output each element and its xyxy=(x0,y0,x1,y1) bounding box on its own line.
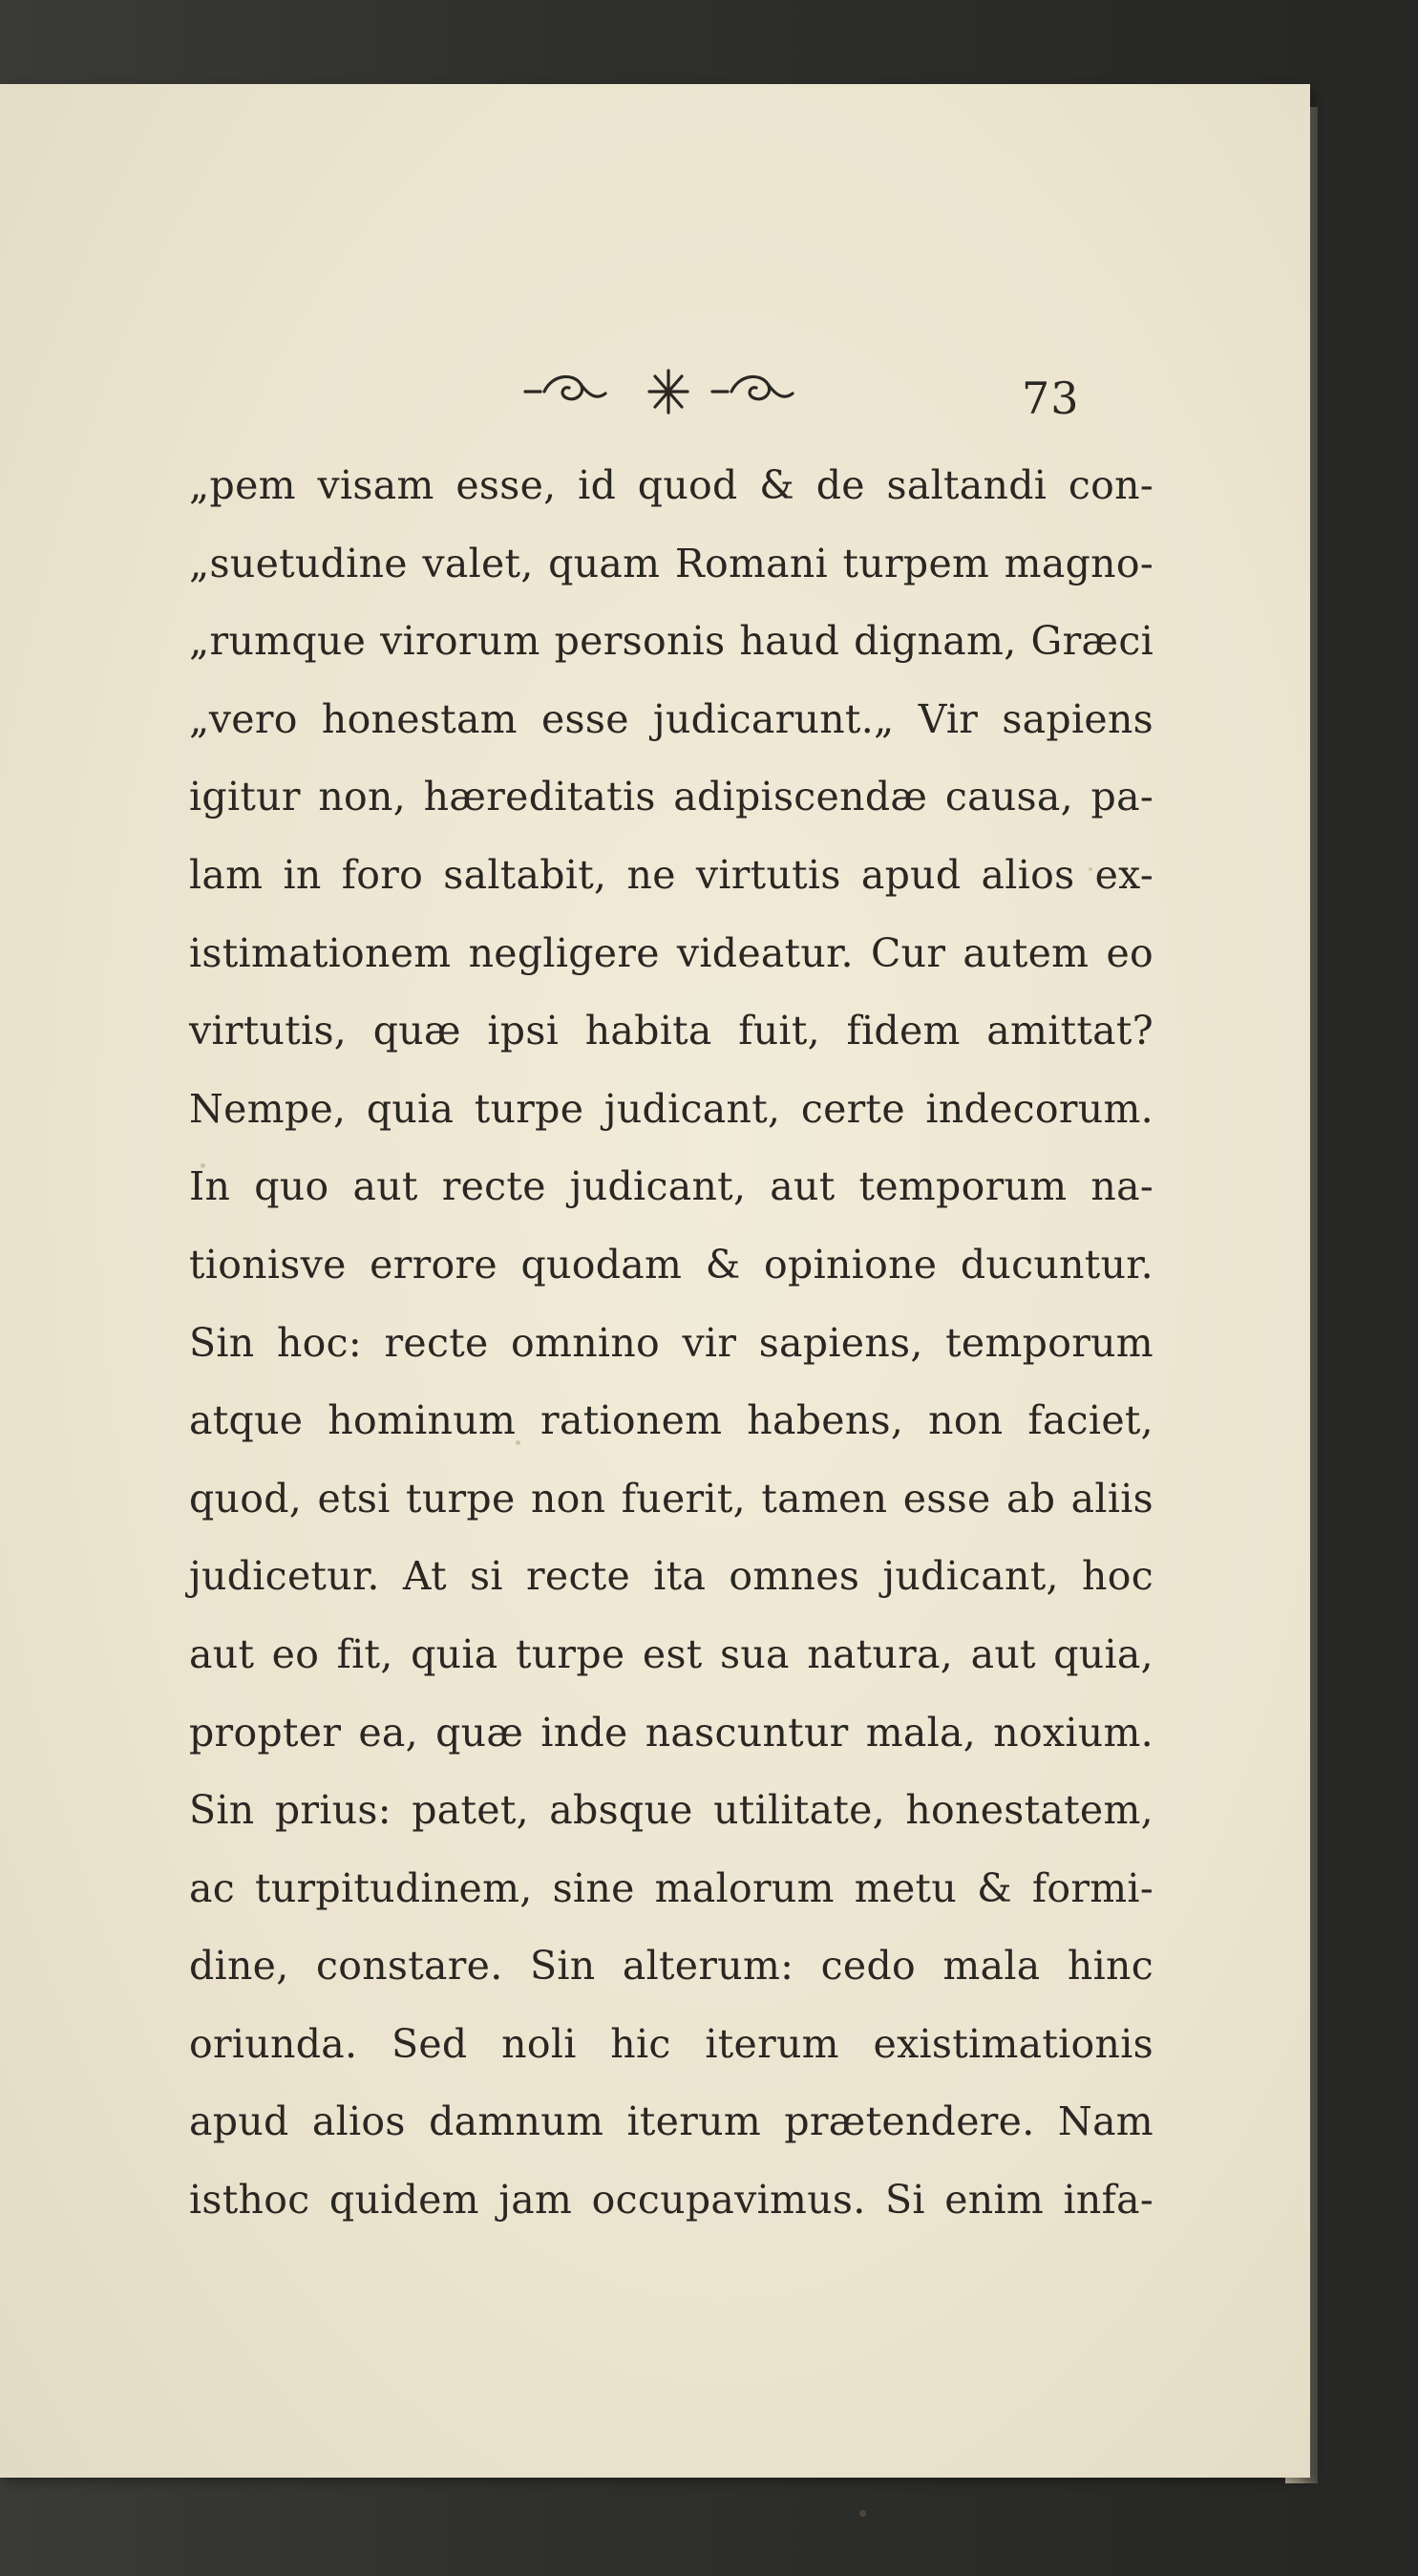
text-line: istimationem negligere videatur. Cur autem eo xyxy=(189,929,1153,976)
text-line: atque hominum rationem habens, non faciet, xyxy=(189,1397,1153,1444)
text-line: propter ea, quæ inde nascuntur mala, noxium. xyxy=(189,1709,1153,1756)
text-line: lam in foro saltabit, ne virtutis apud alios ex- xyxy=(189,851,1153,898)
text-line: igitur non, hæreditatis adipiscendæ causa, pa- xyxy=(189,774,1153,820)
ornament-header xyxy=(506,355,831,422)
text-line: Sin hoc: recte omnino vir sapiens, temporum xyxy=(189,1319,1153,1366)
text-line: „suetudine valet, quam Romani turpem magno- xyxy=(189,540,1153,586)
text-line: ac turpitudinem, sine malorum metu & formi- xyxy=(189,1864,1153,1911)
text-line: aut eo fit, quia turpe est sua natura, aut quia, xyxy=(189,1630,1153,1677)
text-line: Nempe, quia turpe judicant, certe indecorum. xyxy=(189,1085,1153,1132)
text-line: apud alios damnum iterum prætendere. Nam xyxy=(189,2098,1153,2145)
text-line: „rumque virorum personis haud dignam, Græci xyxy=(189,618,1153,665)
text-line: judicetur. At si recte ita omnes judicant, hoc xyxy=(189,1553,1153,1600)
text-line: In quo aut recte judicant, aut temporum na- xyxy=(189,1163,1153,1210)
text-line: tionisve errore quodam & opinione ducuntur. xyxy=(189,1241,1153,1288)
text-line: oriunda. Sed noli hic iterum existimationis xyxy=(189,2020,1153,2067)
page-header xyxy=(477,355,1184,422)
paper-speck xyxy=(859,2510,866,2517)
text-line: Sin prius: patet, absque utilitate, honestatem, xyxy=(189,1787,1153,1834)
text-line: quod, etsi turpe non fuerit, tamen esse ab aliis xyxy=(189,1475,1153,1522)
text-line: dine, constare. Sin alterum: cedo mala hinc xyxy=(189,1943,1153,1990)
text-line: „vero honestam esse judicarunt.„ Vir sapiens xyxy=(189,695,1153,742)
text-line: virtutis, quæ ipsi habita fuit, fidem amittat? xyxy=(189,1008,1153,1054)
text-line: „pem visam esse, id quod & de saltandi con- xyxy=(189,462,1153,508)
text-line: isthoc quidem jam occupavimus. Si enim infa- xyxy=(189,2177,1153,2224)
page-number: 73 xyxy=(1022,373,1080,424)
body-text xyxy=(189,447,1153,2240)
